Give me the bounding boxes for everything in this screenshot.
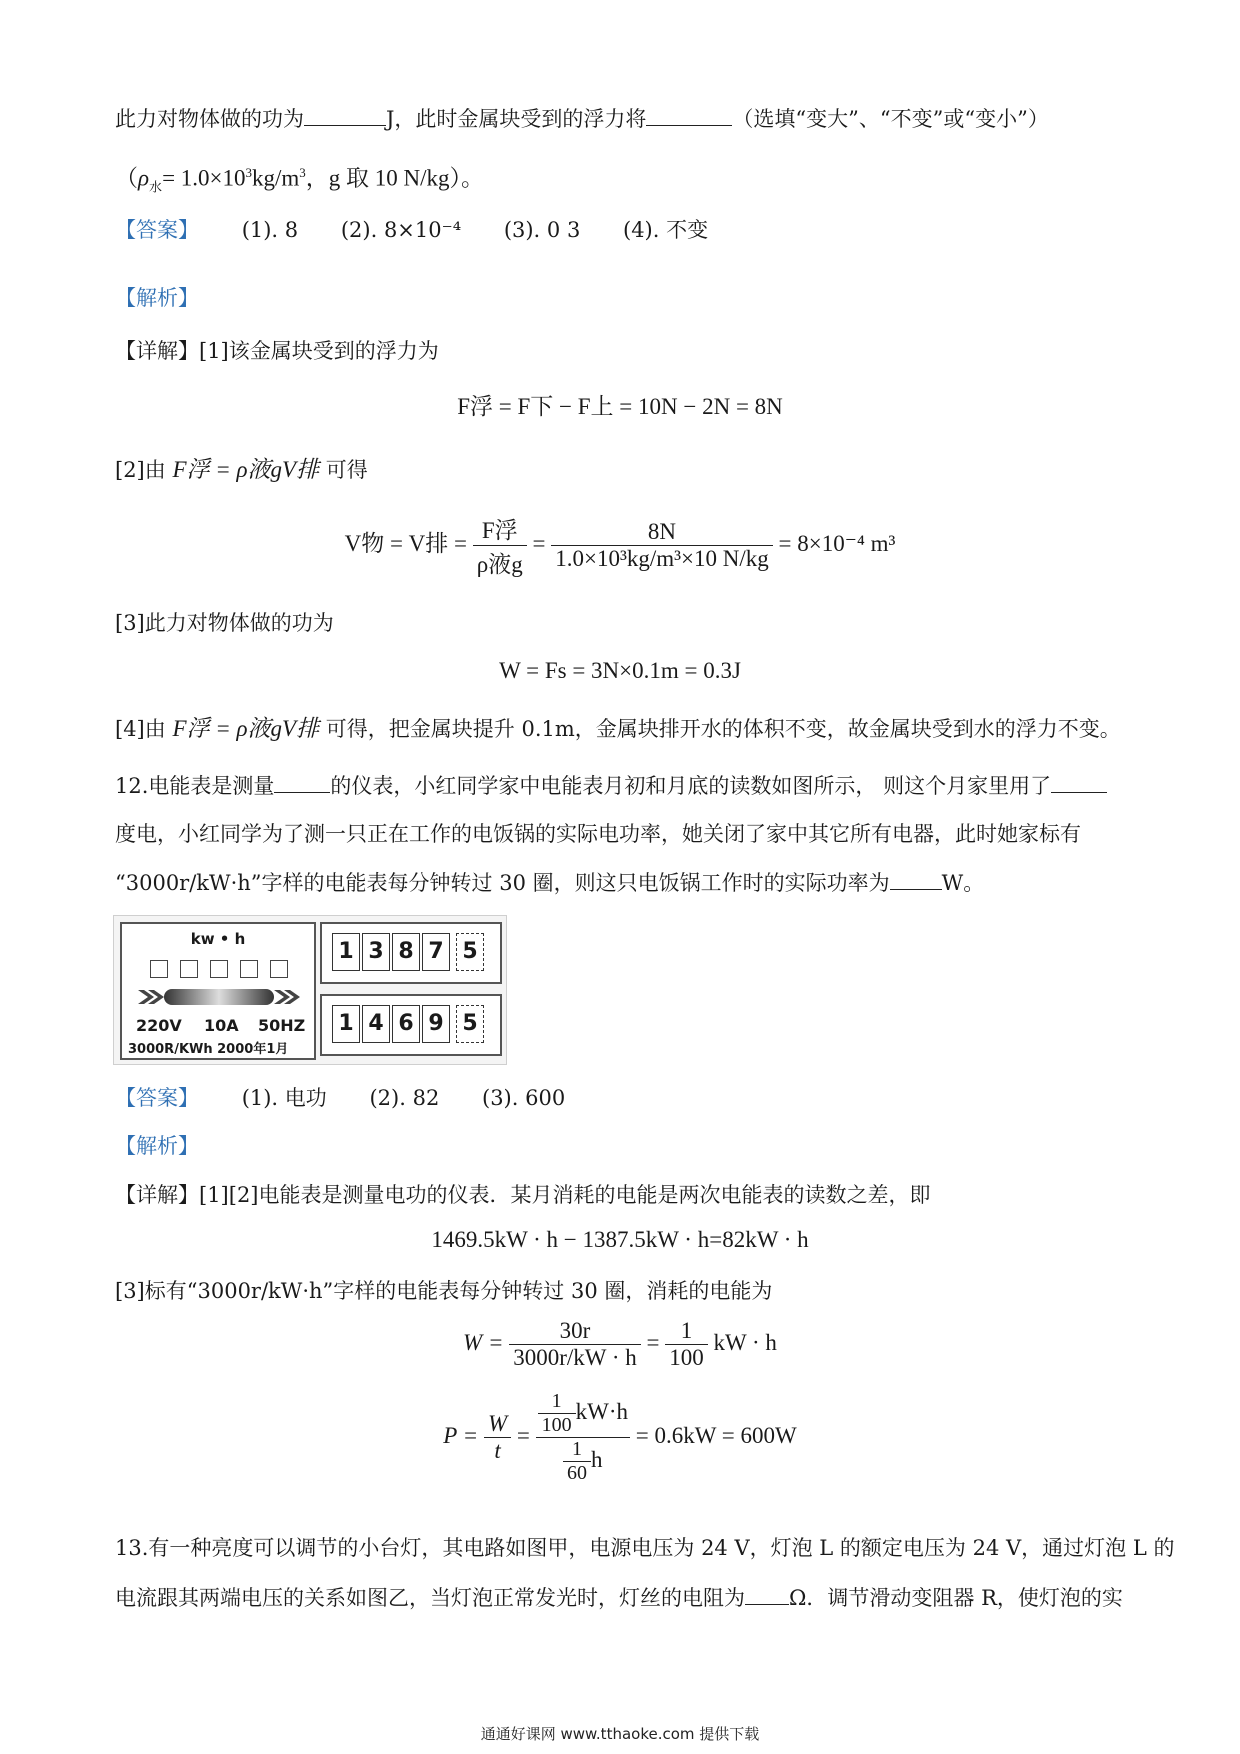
q12-line3: “3000r/kW·h”字样的电能表每分钟转过 30 圈，则这只电饭锅工作时的实际功率为 W。 bbox=[115, 867, 984, 898]
reading-start-digit: 7 bbox=[422, 933, 450, 971]
reading-start-decimal: 5 bbox=[456, 933, 484, 971]
q12-eq1: 1469.5kW · h − 1387.5kW · h=82kW · h bbox=[431, 1227, 809, 1252]
q12-step3: [3]标有“3000r/kW·h”字样的电能表每分钟转过 30 圈，消耗的电能为 bbox=[115, 1279, 773, 1303]
meter-frequency: 50HZ bbox=[258, 1016, 306, 1035]
q11-line1: 此力对物体做的功为 J，此时金属块受到的浮力将 （选填“变大”、“不变”或“变小”） bbox=[115, 103, 1049, 134]
reading-end-digit: 4 bbox=[362, 1005, 390, 1043]
meter-rotor-disc bbox=[138, 986, 300, 1008]
q12-line1: 12.电能表是测量 的仪表，小红同学家中电能表月初和月底的读数如图所示， 则这个月家里用了 bbox=[115, 770, 1107, 801]
answer-tag: 【答案】 bbox=[115, 218, 199, 242]
reading-end-digit: 6 bbox=[392, 1005, 420, 1043]
q13-line1: 13.有一种亮度可以调节的小台灯，其电路如图甲，电源电压为 24 V，灯泡 L 的额定电压为 24 V，通过灯泡 L 的 bbox=[115, 1536, 1175, 1560]
meter-voltage: 220V bbox=[136, 1016, 182, 1035]
q11-detail1: 【详解】[1]该金属块受到的浮力为 bbox=[115, 339, 439, 363]
blank-power[interactable] bbox=[890, 867, 942, 890]
meter-window bbox=[210, 960, 228, 978]
reading-start-digit: 3 bbox=[362, 933, 390, 971]
meter-window bbox=[180, 960, 198, 978]
reading-start bbox=[320, 922, 502, 984]
reading-end-decimal: 5 bbox=[456, 1005, 484, 1043]
meter-unit: kw • h bbox=[190, 930, 246, 948]
meter-window bbox=[240, 960, 258, 978]
meter-rating: 3000R/KWh 2000年1月 bbox=[128, 1042, 289, 1057]
blank-energy-used[interactable] bbox=[1051, 770, 1107, 793]
q12-answer: 【答案】 (1). 电功 (2). 82 (3). 600 bbox=[115, 1086, 566, 1110]
blank-resistance[interactable] bbox=[745, 1582, 789, 1605]
q12-line2: 度电，小红同学为了测一只正在工作的电饭锅的实际电功率，她关闭了家中其它所有电器，此时她家标有 bbox=[115, 822, 1081, 846]
q11-step4: [4]由 F浮 = ρ液gV排 可得，把金属块提升 0.1m，金属块排开水的体积不变，故金属块受到水的浮力不变。 bbox=[115, 716, 1121, 741]
electric-meter-figure bbox=[113, 915, 507, 1065]
meter-window bbox=[150, 960, 168, 978]
page-footer: 通通好课网 www.tthaoke.com 提供下载 bbox=[480, 1725, 760, 1743]
q11-eq3: W = Fs = 3N×0.1m = 0.3J bbox=[499, 658, 741, 683]
q11-step3: [3]此力对物体做的功为 bbox=[115, 611, 334, 635]
blank-buoyancy[interactable] bbox=[646, 103, 732, 126]
q12-eqP: P = $\frac{W}{t}$ = $\frac{1}{100}$ kW·h $\frac{1}{60}$ h = 0.6kW = 600W bbox=[443, 1390, 797, 1484]
q12-eqW: W = $\frac{30r}{3000r/kW \cdot h}$ = $\frac{1}{100}$ kW · h bbox=[463, 1318, 777, 1370]
q11-step2: [2]由 F浮 = ρ液gV排 可得 bbox=[115, 457, 368, 482]
blank-work[interactable] bbox=[304, 103, 386, 126]
meter-current: 10A bbox=[204, 1016, 239, 1035]
q11-answer: 【答案】 (1). 8 (2). 8×10⁻⁴ (3). 0 3 (4). 不变 bbox=[115, 218, 709, 242]
meter-window bbox=[270, 960, 288, 978]
reading-end bbox=[320, 994, 502, 1056]
q11-eq2: V物 = V排 = $\frac{\text{F浮}}{\text{ρ液g}}$ = $\frac{8N}{\text{1.0×10³kg/m³×10 N/kg}}$ = 8×10⁻⁴ m³ bbox=[0, 512, 1240, 579]
analysis-tag: 【解析】 bbox=[115, 286, 199, 310]
q11-eq1: F浮 = F下 − F上 = 10N − 2N = 8N bbox=[457, 394, 783, 419]
q11-line2: （$\rho_水= 1.0\times 10^3kg/m^3$，g 取 10 N/kg）。 bbox=[115, 165, 485, 195]
reading-end-digit: 1 bbox=[332, 1005, 360, 1043]
q13-line2: 电流跟其两端电压的关系如图乙，当灯泡正常发光时，灯丝的电阻为 Ω．调节滑动变阻器 R，使灯泡的实 bbox=[115, 1582, 1123, 1613]
blank-meter-purpose[interactable] bbox=[274, 770, 330, 793]
reading-start-digit: 1 bbox=[332, 933, 360, 971]
analysis-tag: 【解析】 bbox=[115, 1134, 199, 1158]
q12-detail1: 【详解】[1][2]电能表是测量电功的仪表．某月消耗的电能是两次电能表的读数之差，即 bbox=[115, 1183, 931, 1207]
answer-tag: 【答案】 bbox=[115, 1086, 199, 1110]
reading-end-digit: 9 bbox=[422, 1005, 450, 1043]
reading-start-digit: 8 bbox=[392, 933, 420, 971]
meter-face bbox=[120, 922, 316, 1060]
